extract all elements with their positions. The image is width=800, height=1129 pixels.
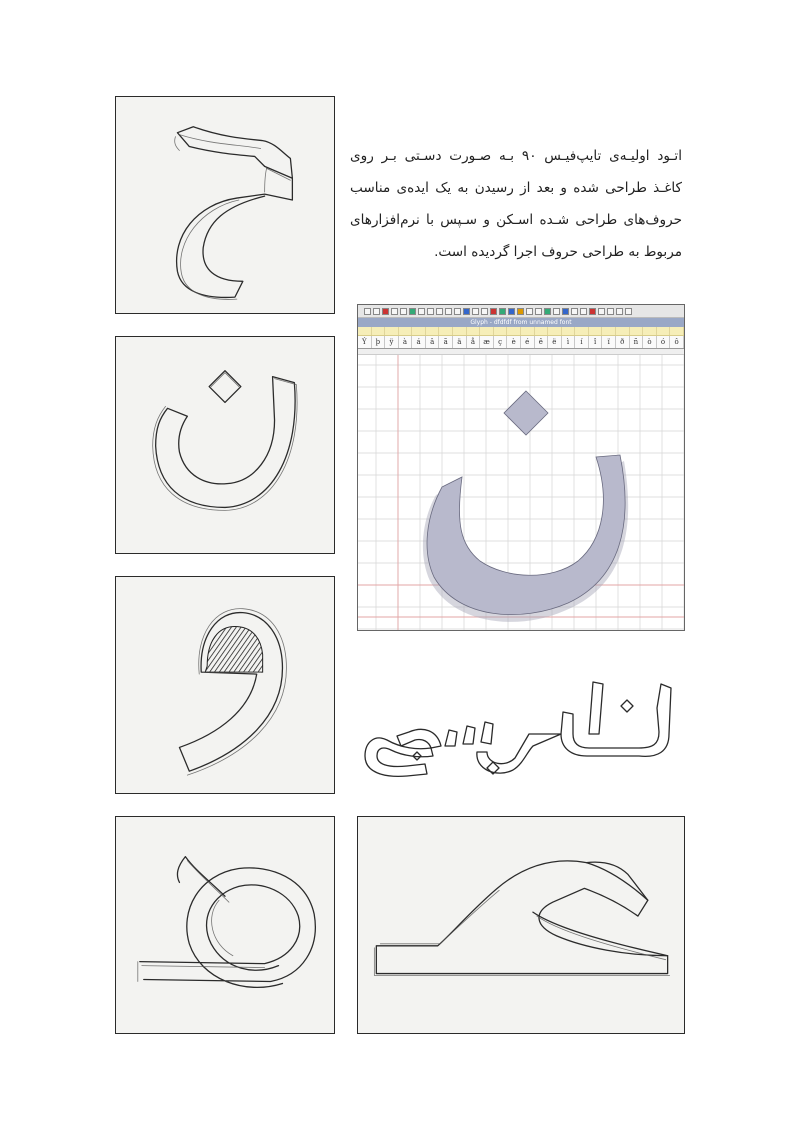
header-cell (535, 327, 549, 335)
toolbar-button[interactable] (544, 308, 551, 315)
header-cell (602, 327, 616, 335)
header-cell (589, 327, 603, 335)
toolbar-button[interactable] (562, 308, 569, 315)
header-cell (670, 327, 684, 335)
glyph-cell[interactable]: þ (372, 336, 386, 348)
header-cell (439, 327, 453, 335)
noon-sketch (116, 337, 334, 553)
glyph-cell[interactable]: á (412, 336, 426, 348)
toolbar-button[interactable] (571, 308, 578, 315)
header-cell (657, 327, 671, 335)
toolbar-button[interactable] (508, 308, 515, 315)
editor-header-row (358, 327, 684, 336)
toolbar-button[interactable] (598, 308, 605, 315)
glyph-cell[interactable]: â (426, 336, 440, 348)
header-cell (358, 327, 372, 335)
glyph-cell[interactable]: ô (670, 336, 684, 348)
vav-sketch (116, 577, 334, 793)
outlined-word-nazarsanji (357, 660, 687, 780)
glyph-cell[interactable]: à (399, 336, 413, 348)
toolbar-button[interactable] (481, 308, 488, 315)
toolbar-button[interactable] (454, 308, 461, 315)
glyph-cell[interactable]: æ (480, 336, 494, 348)
sketch-hah-panel (357, 816, 685, 1034)
toolbar-button[interactable] (589, 308, 596, 315)
toolbar-button[interactable] (616, 308, 623, 315)
toolbar-button[interactable] (391, 308, 398, 315)
header-cell (412, 327, 426, 335)
header-cell (467, 327, 481, 335)
glyph-cell[interactable]: ò (643, 336, 657, 348)
glyph-cell[interactable]: ó (657, 336, 671, 348)
header-cell (426, 327, 440, 335)
header-cell (575, 327, 589, 335)
toolbar-button[interactable] (427, 308, 434, 315)
header-cell (385, 327, 399, 335)
header-cell (562, 327, 576, 335)
glyph-cell[interactable]: Ý (358, 336, 372, 348)
toolbar-button[interactable] (463, 308, 470, 315)
sketch-vav-panel (115, 576, 335, 794)
toolbar-button[interactable] (445, 308, 452, 315)
glyph-cell[interactable]: é (521, 336, 535, 348)
sketch-heh-panel (115, 816, 335, 1034)
glyph-cell[interactable]: î (589, 336, 603, 348)
glyph-cell[interactable]: ê (535, 336, 549, 348)
glyph-cell[interactable]: ë (548, 336, 562, 348)
toolbar-button[interactable] (580, 308, 587, 315)
jim-sketch (116, 97, 334, 313)
glyph-cell[interactable]: ä (453, 336, 467, 348)
toolbar-button[interactable] (535, 308, 542, 315)
header-cell (372, 327, 386, 335)
toolbar-button[interactable] (517, 308, 524, 315)
glyph-canvas[interactable] (358, 355, 685, 631)
toolbar-button[interactable] (409, 308, 416, 315)
header-cell (521, 327, 535, 335)
toolbar-button[interactable] (472, 308, 479, 315)
noon-dot (504, 391, 548, 435)
sketch-jim-panel (115, 96, 335, 314)
toolbar-button[interactable] (625, 308, 632, 315)
hah-sketch (358, 817, 684, 1033)
editor-title-bar: Glyph - dfdfdf from unnamed font (358, 318, 684, 327)
toolbar-button[interactable] (418, 308, 425, 315)
toolbar-button[interactable] (382, 308, 389, 315)
toolbar-button[interactable] (526, 308, 533, 315)
header-cell (399, 327, 413, 335)
glyph-cell[interactable]: ñ (630, 336, 644, 348)
glyph-cell[interactable]: è (507, 336, 521, 348)
toolbar-button[interactable] (436, 308, 443, 315)
font-editor-window (357, 304, 685, 631)
toolbar-button[interactable] (607, 308, 614, 315)
header-cell (453, 327, 467, 335)
header-cell (494, 327, 508, 335)
header-cell (548, 327, 562, 335)
glyph-cell[interactable]: ã (439, 336, 453, 348)
sketch-noon-panel (115, 336, 335, 554)
glyph-row (358, 336, 684, 349)
toolbar-button[interactable] (553, 308, 560, 315)
glyph-cell[interactable]: å (467, 336, 481, 348)
toolbar-button[interactable] (373, 308, 380, 315)
header-cell (507, 327, 521, 335)
glyph-cell[interactable]: í (575, 336, 589, 348)
heh-sketch (116, 817, 334, 1033)
header-cell (630, 327, 644, 335)
toolbar-button[interactable] (400, 308, 407, 315)
header-cell (480, 327, 494, 335)
toolbar-button[interactable] (364, 308, 371, 315)
glyph-cell[interactable]: ÿ (385, 336, 399, 348)
toolbar-button[interactable] (490, 308, 497, 315)
glyph-cell[interactable]: ï (602, 336, 616, 348)
glyph-cell[interactable]: ð (616, 336, 630, 348)
glyph-cell[interactable]: ì (562, 336, 576, 348)
header-cell (616, 327, 630, 335)
header-cell (643, 327, 657, 335)
toolbar-button[interactable] (499, 308, 506, 315)
intro-paragraph: اتـود اولیـه‌ی تایپ‌فیـس ۹۰ بـه صـورت دسـتی بـر روی کاغـذ طراحی شده و بعد از رسیدن به یک ایده‌ی مناسب حروف‌های طراحی شـده اسـکن و سـپس با نرم‌افزارهای مربوط به طراحی حروف اجرا گردیده است. (350, 148, 682, 260)
glyph-cell[interactable]: ç (494, 336, 508, 348)
editor-toolbar (358, 305, 684, 318)
